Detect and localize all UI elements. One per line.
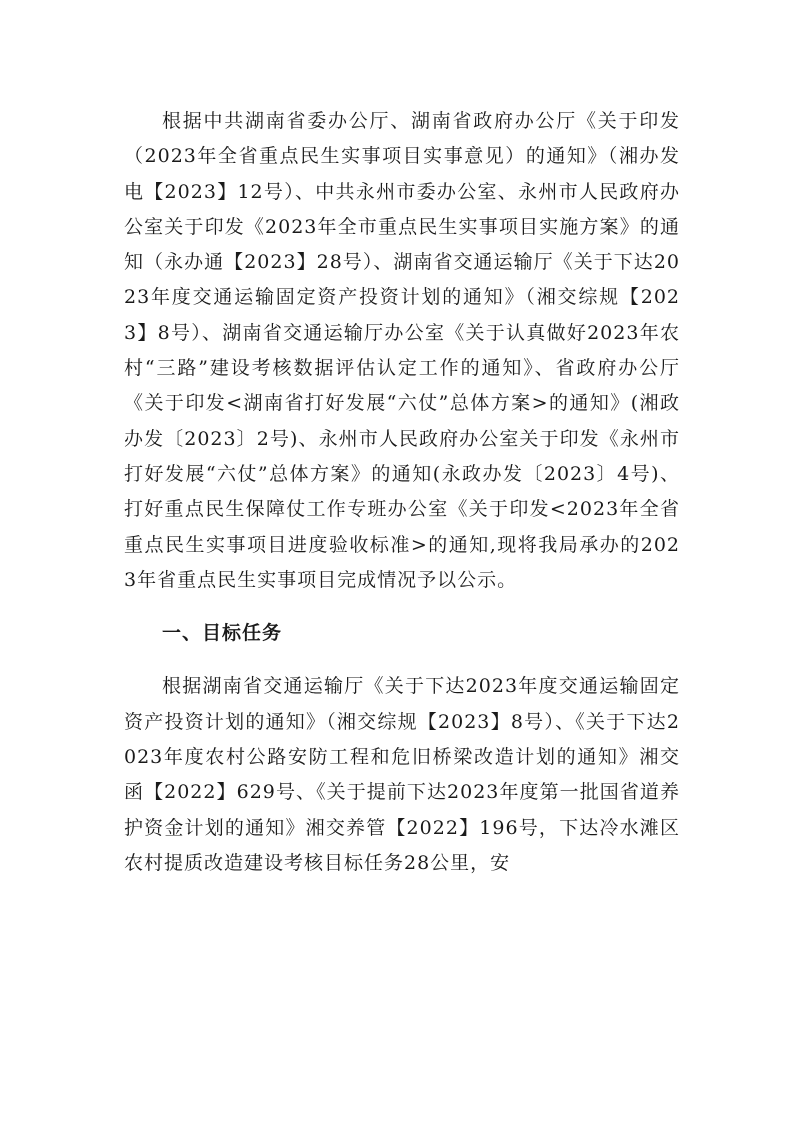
targets-paragraph: 根据湖南省交通运输厅《关于下达2023年度交通运输固定资产投资计划的通知》（湘交综规【2023】8号）、《关于下达2023年度农村公路安防工程和危旧桥梁改造计划的通知》湘交函【2022】629号、《关于提前下达2023年度第一批国省道养护资金计划的通知》湘交养管【2022】196号，下达冷水滩区农村提质改造建设考核目标任务28公里，安: [124, 675, 680, 874]
document-body: [124, 104, 680, 881]
section-heading-targets: 一、目标任务: [162, 622, 283, 645]
intro-paragraph: 根据中共湖南省委办公厅、湖南省政府办公厅《关于印发（2023年全省重点民生实事项目实事意见）的通知》（湘办发电【2023】12号）、中共永州市委办公室、永州市人民政府办公室关于印发《2023年全市重点民生实事项目实施方案》的通知（永办通【2023】28号）、湖南省交通运输厅《关于下达2023年度交通运输固定资产投资计划的通知》（湘交综规【2023】8号）、湖南省交通运输厅办公室《关于认真做好2023年农村“三路”建设考核数据评估认定工作的通知》、省政府办公厅《关于印发<湖南省打好发展“六仗”总体方案>的通知》(湘政办发〔2023〕2号)、永州市人民政府办公室关于印发《永州市打好发展“六仗”总体方案》的通知(永政办发〔2023〕4号)、打好重点民生保障仗工作专班办公室《关于印发<2023年全省重点民生实事项目进度验收标准>的通知,现将我局承办的2023年省重点民生实事项目完成情况予以公示。: [124, 110, 680, 591]
